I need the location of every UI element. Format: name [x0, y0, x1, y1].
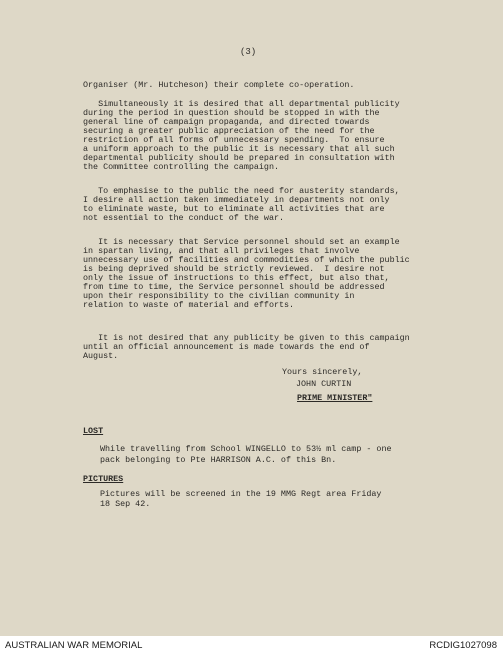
- paragraph-2-line: securing a greater public appreciation of the need for the: [83, 126, 375, 136]
- paragraph-1: Organiser (Mr. Hutcheson) their complete co-operation.: [83, 80, 355, 90]
- paragraph-2-line: the Committee controlling the campaign.: [83, 162, 280, 172]
- paragraph-2-line: during the period in question should be stopped in with the: [83, 108, 380, 118]
- footer-record-id: RCDIG1027098: [429, 640, 497, 651]
- lost-heading: LOST: [83, 426, 104, 436]
- archive-footer: [0, 636, 503, 654]
- paragraph-2-line: departmental publicity should be prepared in consultation with: [83, 153, 395, 163]
- paragraph-5-line: August.: [83, 351, 119, 361]
- paragraph-4-line: relation to waste of material and efforts.: [83, 300, 295, 310]
- pictures-line: 18 Sep 42.: [100, 499, 151, 509]
- paragraph-5-line: until an official announcement is made towards the end of: [83, 342, 370, 352]
- paragraph-4-line: upon their responsibility to the civilian community in: [83, 291, 355, 301]
- pictures-heading: PICTURES: [83, 474, 124, 484]
- paragraph-4-line: unnecessary use of facilities and commodities of which the public: [83, 255, 410, 265]
- signature-name: JOHN CURTIN: [296, 379, 352, 389]
- pictures-line: Pictures will be screened in the 19 MMG Regt area Friday: [100, 489, 382, 499]
- paragraph-3-line: To emphasise to the public the need for austerity standards,: [83, 186, 400, 196]
- paragraph-4-line: is being deprived should be strictly reviewed. I desire not: [83, 264, 385, 274]
- paragraph-3-line: not essential to the conduct of the war.: [83, 213, 285, 223]
- page-number: (3): [240, 47, 257, 57]
- paragraph-3-line: to eliminate waste, but to eliminate all activities that are: [83, 204, 385, 214]
- lost-line: pack belonging to Pte HARRISON A.C. of this Bn.: [100, 455, 337, 465]
- signature-title: PRIME MINISTER": [297, 393, 373, 403]
- paragraph-5-line: It is not desired that any publicity be given to this campaign: [83, 333, 410, 343]
- paragraph-4-line: in spartan living, and that all privileges that involve: [83, 246, 360, 256]
- signature-closing: Yours sincerely,: [282, 367, 363, 377]
- paragraph-2-line: a uniform approach to the public it is necessary that all such: [83, 144, 395, 154]
- footer-institution: AUSTRALIAN WAR MEMORIAL: [5, 640, 143, 651]
- paragraph-4-line: It is necessary that Service personnel should set an example: [83, 237, 400, 247]
- paragraph-2-line: general line of campaign propaganda, and directed towards: [83, 117, 370, 127]
- paragraph-4-line: from time to time, the Service personnel should be addressed: [83, 282, 385, 292]
- lost-line: While travelling from School WINGELLO to 53½ ml camp - one: [100, 444, 392, 454]
- paragraph-4-line: only the issue of instructions to this effect, but also that,: [83, 273, 390, 283]
- paragraph-3-line: I desire all action taken immediately in departments not only: [83, 195, 390, 205]
- paragraph-2-line: Simultaneously it is desired that all departmental publicity: [83, 99, 400, 109]
- paragraph-2-line: restriction of all forms of unnecessary spending. To ensure: [83, 135, 385, 145]
